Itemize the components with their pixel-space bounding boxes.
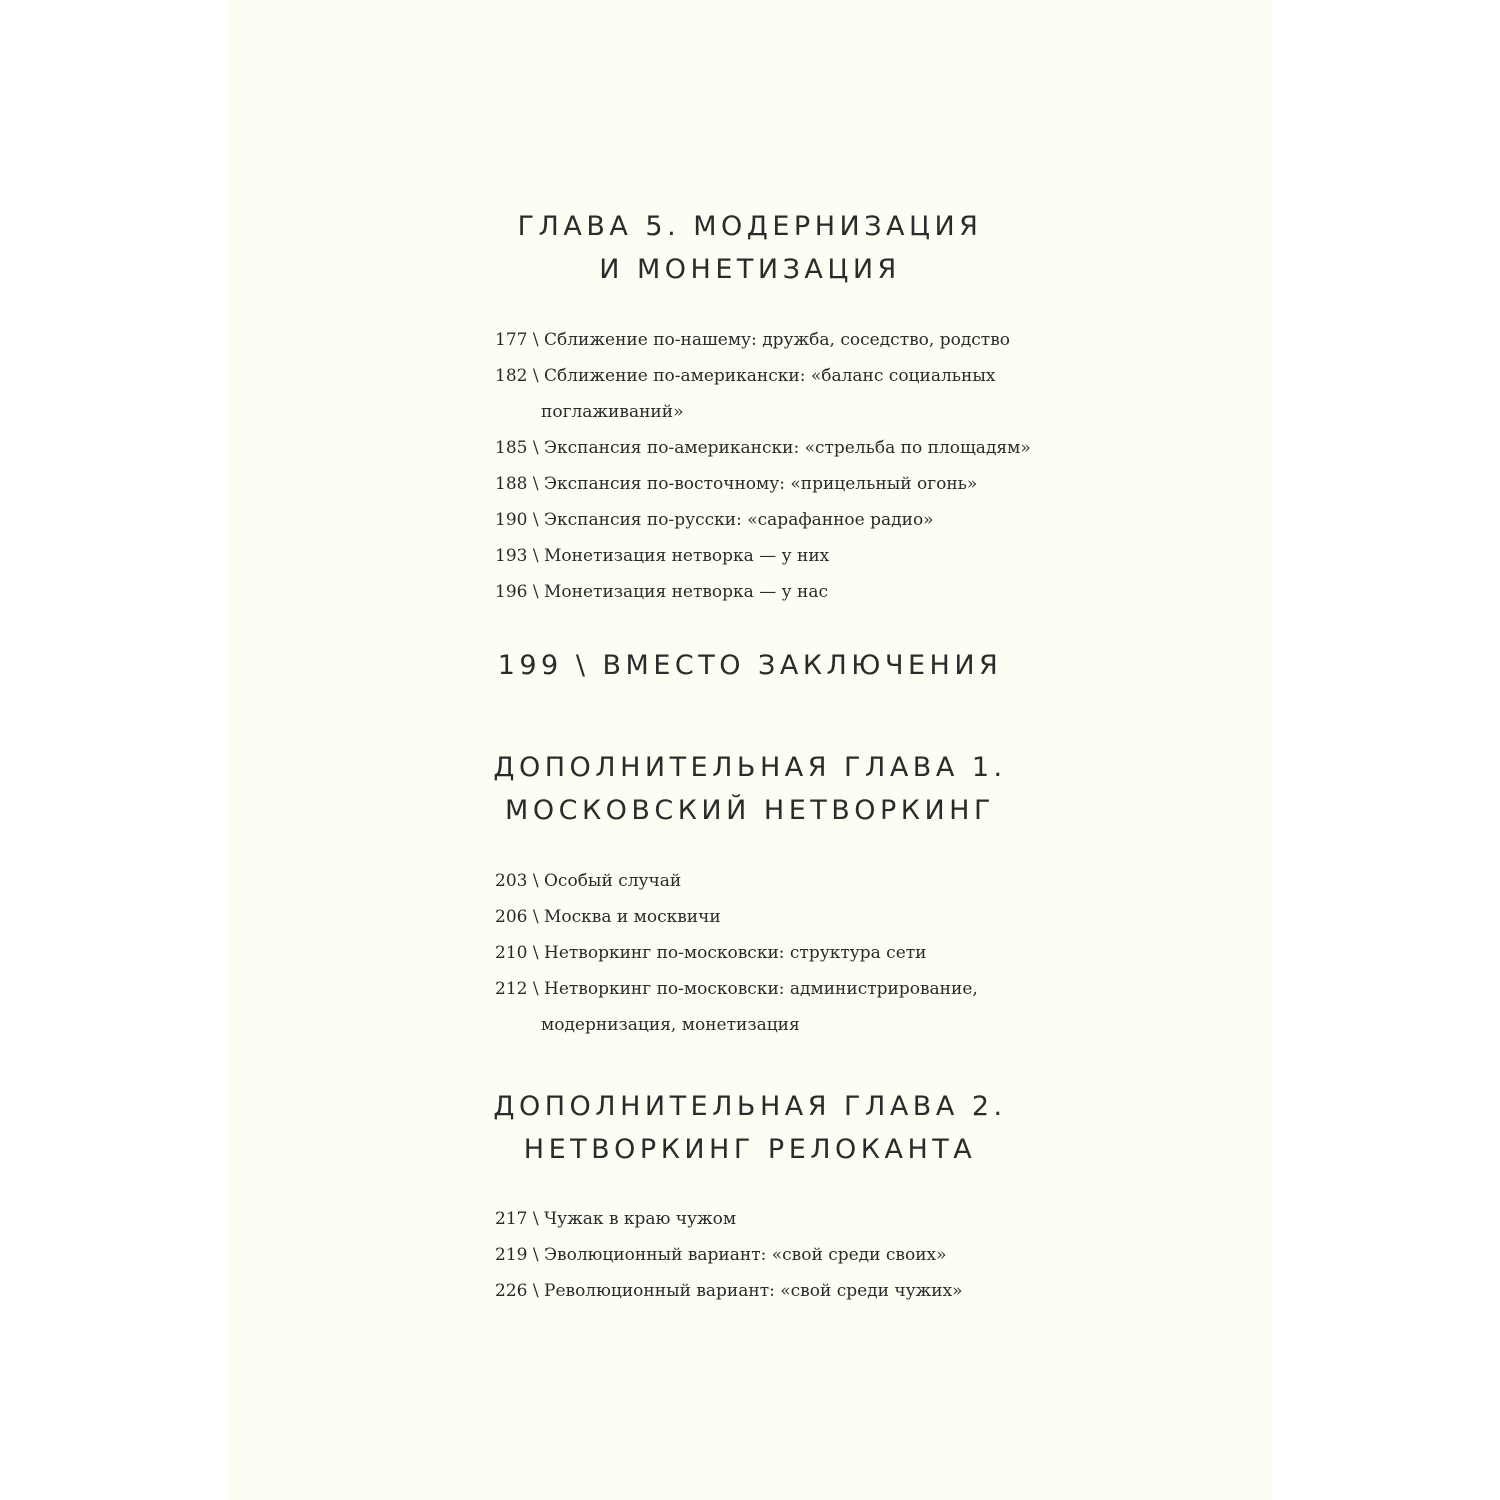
toc-entry[interactable]: 219 \ Эволюционный вариант: «свой среди своих» [495,1245,947,1265]
conclusion-heading[interactable] [228,644,1272,687]
book-page [228,0,1272,1500]
conclusion-title: 199 \ ВМЕСТО ЗАКЛЮЧЕНИЯ [497,650,1003,681]
toc-entry[interactable]: 217 \ Чужак в краю чужом [495,1209,737,1229]
toc-entry[interactable]: 203 \ Особый случай [495,871,682,891]
extra1-title-line1: ДОПОЛНИТЕЛЬНАЯ ГЛАВА 1. [493,752,1007,783]
extra2-title-line1: ДОПОЛНИТЕЛЬНАЯ ГЛАВА 2. [493,1091,1007,1122]
extra2-heading [228,1085,1272,1171]
toc-entry[interactable]: 226 \ Революционный вариант: «свой среди чужих» [495,1281,963,1301]
toc-entry[interactable]: 212 \ Нетворкинг по-московски: администрирование, модернизация, монетизация [495,971,1255,1043]
toc-entry[interactable]: 196 \ Монетизация нетворка — у нас [495,582,829,602]
toc-entry[interactable]: 185 \ Экспансия по-американски: «стрельба по площадям» [495,438,1031,458]
toc-entry[interactable]: 210 \ Нетворкинг по-московски: структура сети [495,943,927,963]
toc-entry-continuation: модернизация, монетизация [541,1015,800,1035]
chapter5-title-line2: И МОНЕТИЗАЦИЯ [599,254,901,285]
chapter5-title-line1: ГЛАВА 5. МОДЕРНИЗАЦИЯ [517,211,983,242]
chapter5-entries [495,322,1255,610]
toc-entry[interactable]: 193 \ Монетизация нетворка — у них [495,546,830,566]
extra2-title-line2: НЕТВОРКИНГ РЕЛОКАНТА [523,1134,977,1165]
toc-entry[interactable]: 188 \ Экспансия по-восточному: «прицельный огонь» [495,474,978,494]
toc-entry[interactable]: 182 \ Сближение по-американски: «баланс социальных поглаживаний» [495,358,1255,430]
extra1-heading [228,746,1272,832]
toc-entry[interactable]: 177 \ Сближение по-нашему: дружба, соседство, родство [495,330,1011,350]
extra2-entries [495,1201,1255,1309]
toc-entry[interactable]: 190 \ Экспансия по-русски: «сарафанное радио» [495,510,934,530]
toc-entry[interactable]: 206 \ Москва и москвичи [495,907,721,927]
toc-entry-continuation: поглаживаний» [541,402,684,422]
chapter5-heading [228,205,1272,291]
extra1-entries [495,863,1255,1043]
extra1-title-line2: МОСКОВСКИЙ НЕТВОРКИНГ [505,795,995,826]
